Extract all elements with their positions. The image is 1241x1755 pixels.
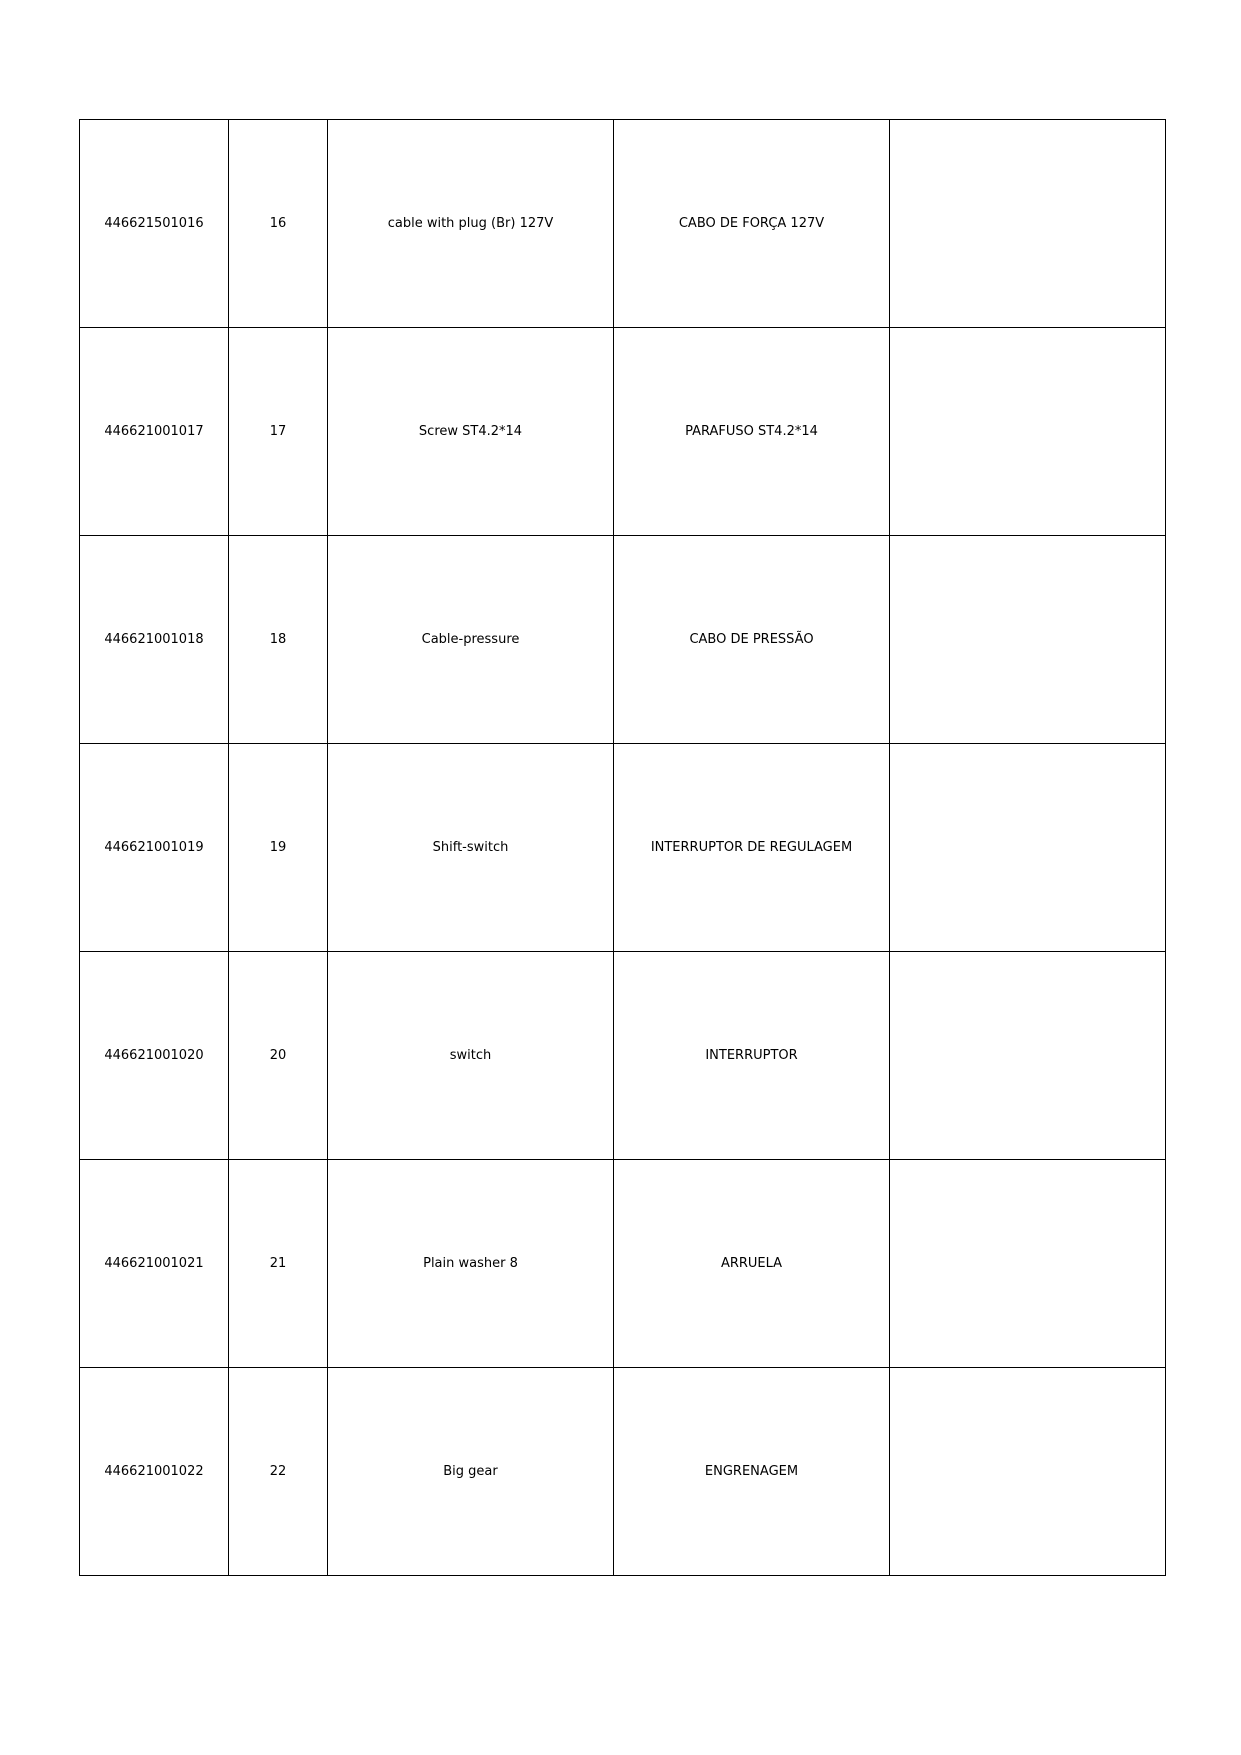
description-pt-cell: CABO DE FORÇA 127V xyxy=(614,120,890,328)
description-pt-cell: INTERRUPTOR DE REGULAGEM xyxy=(614,744,890,952)
part-number-cell: 22 xyxy=(229,1368,328,1576)
notes-cell xyxy=(890,744,1166,952)
description-pt-cell: ARRUELA xyxy=(614,1160,890,1368)
part-number-cell: 17 xyxy=(229,328,328,536)
notes-cell xyxy=(890,536,1166,744)
part-code-cell: 446621001019 xyxy=(80,744,229,952)
part-number-cell: 21 xyxy=(229,1160,328,1368)
description-en-cell: Shift-switch xyxy=(328,744,614,952)
table-row xyxy=(80,328,1166,536)
description-en-cell: Plain washer 8 xyxy=(328,1160,614,1368)
table-row xyxy=(80,536,1166,744)
part-number-cell: 18 xyxy=(229,536,328,744)
table-row xyxy=(80,744,1166,952)
description-pt-cell: ENGRENAGEM xyxy=(614,1368,890,1576)
table-row xyxy=(80,1368,1166,1576)
notes-cell xyxy=(890,1368,1166,1576)
notes-cell xyxy=(890,328,1166,536)
part-number-cell: 20 xyxy=(229,952,328,1160)
notes-cell xyxy=(890,952,1166,1160)
description-en-cell: cable with plug (Br) 127V xyxy=(328,120,614,328)
part-code-cell: 446621501016 xyxy=(80,120,229,328)
part-code-cell: 446621001021 xyxy=(80,1160,229,1368)
notes-cell xyxy=(890,1160,1166,1368)
part-code-cell: 446621001020 xyxy=(80,952,229,1160)
description-pt-cell: INTERRUPTOR xyxy=(614,952,890,1160)
notes-cell xyxy=(890,120,1166,328)
description-en-cell: Cable-pressure xyxy=(328,536,614,744)
part-code-cell: 446621001017 xyxy=(80,328,229,536)
description-pt-cell: CABO DE PRESSÃO xyxy=(614,536,890,744)
description-en-cell: switch xyxy=(328,952,614,1160)
table-row xyxy=(80,120,1166,328)
part-number-cell: 19 xyxy=(229,744,328,952)
table-row xyxy=(80,952,1166,1160)
part-code-cell: 446621001022 xyxy=(80,1368,229,1576)
parts-table xyxy=(79,119,1166,1576)
table-row xyxy=(80,1160,1166,1368)
part-number-cell: 16 xyxy=(229,120,328,328)
description-en-cell: Big gear xyxy=(328,1368,614,1576)
part-code-cell: 446621001018 xyxy=(80,536,229,744)
description-pt-cell: PARAFUSO ST4.2*14 xyxy=(614,328,890,536)
description-en-cell: Screw ST4.2*14 xyxy=(328,328,614,536)
